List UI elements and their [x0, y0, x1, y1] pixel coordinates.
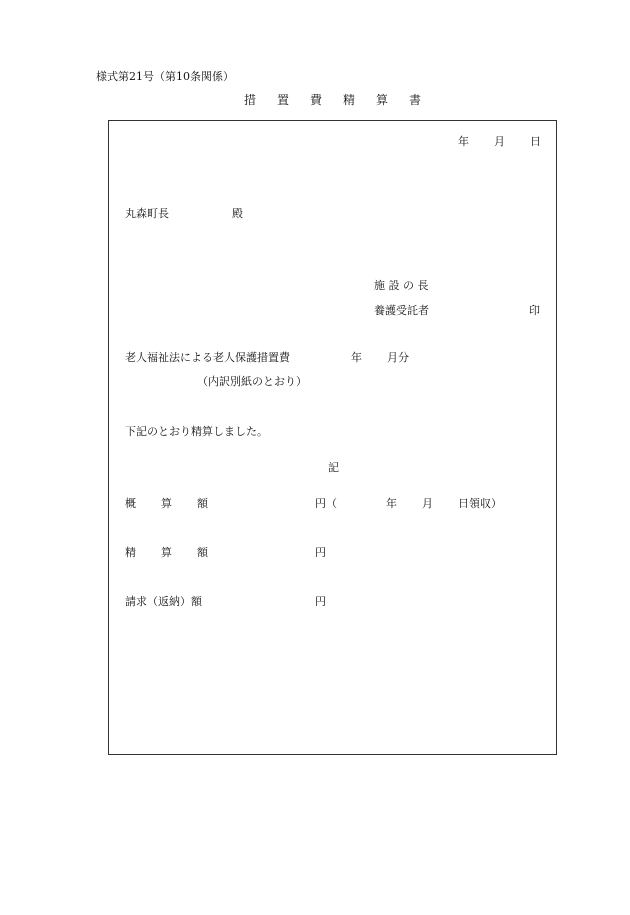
title-char: 精	[343, 93, 356, 107]
record-heading: 記	[328, 461, 339, 474]
date-day-label: 日	[530, 135, 541, 148]
title-char: 算	[376, 93, 389, 107]
title-char: 措	[244, 93, 257, 107]
claim-unit: 円	[315, 595, 326, 608]
seal-mark: 印	[529, 304, 540, 317]
subject-text: 老人福祉法による老人保護措置費	[125, 351, 290, 364]
title-char: 置	[277, 93, 290, 107]
form-number: 様式第21号（第10条関係）	[96, 70, 234, 83]
statement-text: 下記のとおり精算しました。	[125, 425, 268, 438]
estimate-unit: 円（	[315, 497, 337, 510]
estimate-label-char: 概	[125, 497, 136, 510]
settlement-unit: 円	[315, 546, 326, 559]
title-char: 書	[409, 93, 422, 107]
claim-label: 請求（返納）額	[125, 595, 202, 608]
facility-head-label: 施 設 の 長	[374, 279, 429, 292]
estimate-year-label: 年	[386, 497, 397, 510]
subject-year-label: 年	[351, 351, 362, 364]
addressee-name: 丸森町長	[125, 207, 169, 220]
subject-month-label: 月分	[387, 351, 409, 364]
estimate-label-char: 額	[197, 497, 208, 510]
title-char: 費	[310, 93, 323, 107]
date-month-label: 月	[494, 135, 505, 148]
contractor-label: 養護受託者	[374, 304, 429, 317]
settlement-label-char: 算	[161, 546, 172, 559]
estimate-label-char: 算	[161, 497, 172, 510]
date-year-label: 年	[458, 135, 469, 148]
estimate-received-label: 日領収）	[458, 497, 502, 510]
breakdown-note: （内訳別紙のとおり）	[197, 375, 307, 388]
estimate-month-label: 月	[422, 497, 433, 510]
addressee-honorific: 殿	[232, 207, 243, 220]
settlement-label-char: 額	[197, 546, 208, 559]
settlement-label-char: 精	[125, 546, 136, 559]
